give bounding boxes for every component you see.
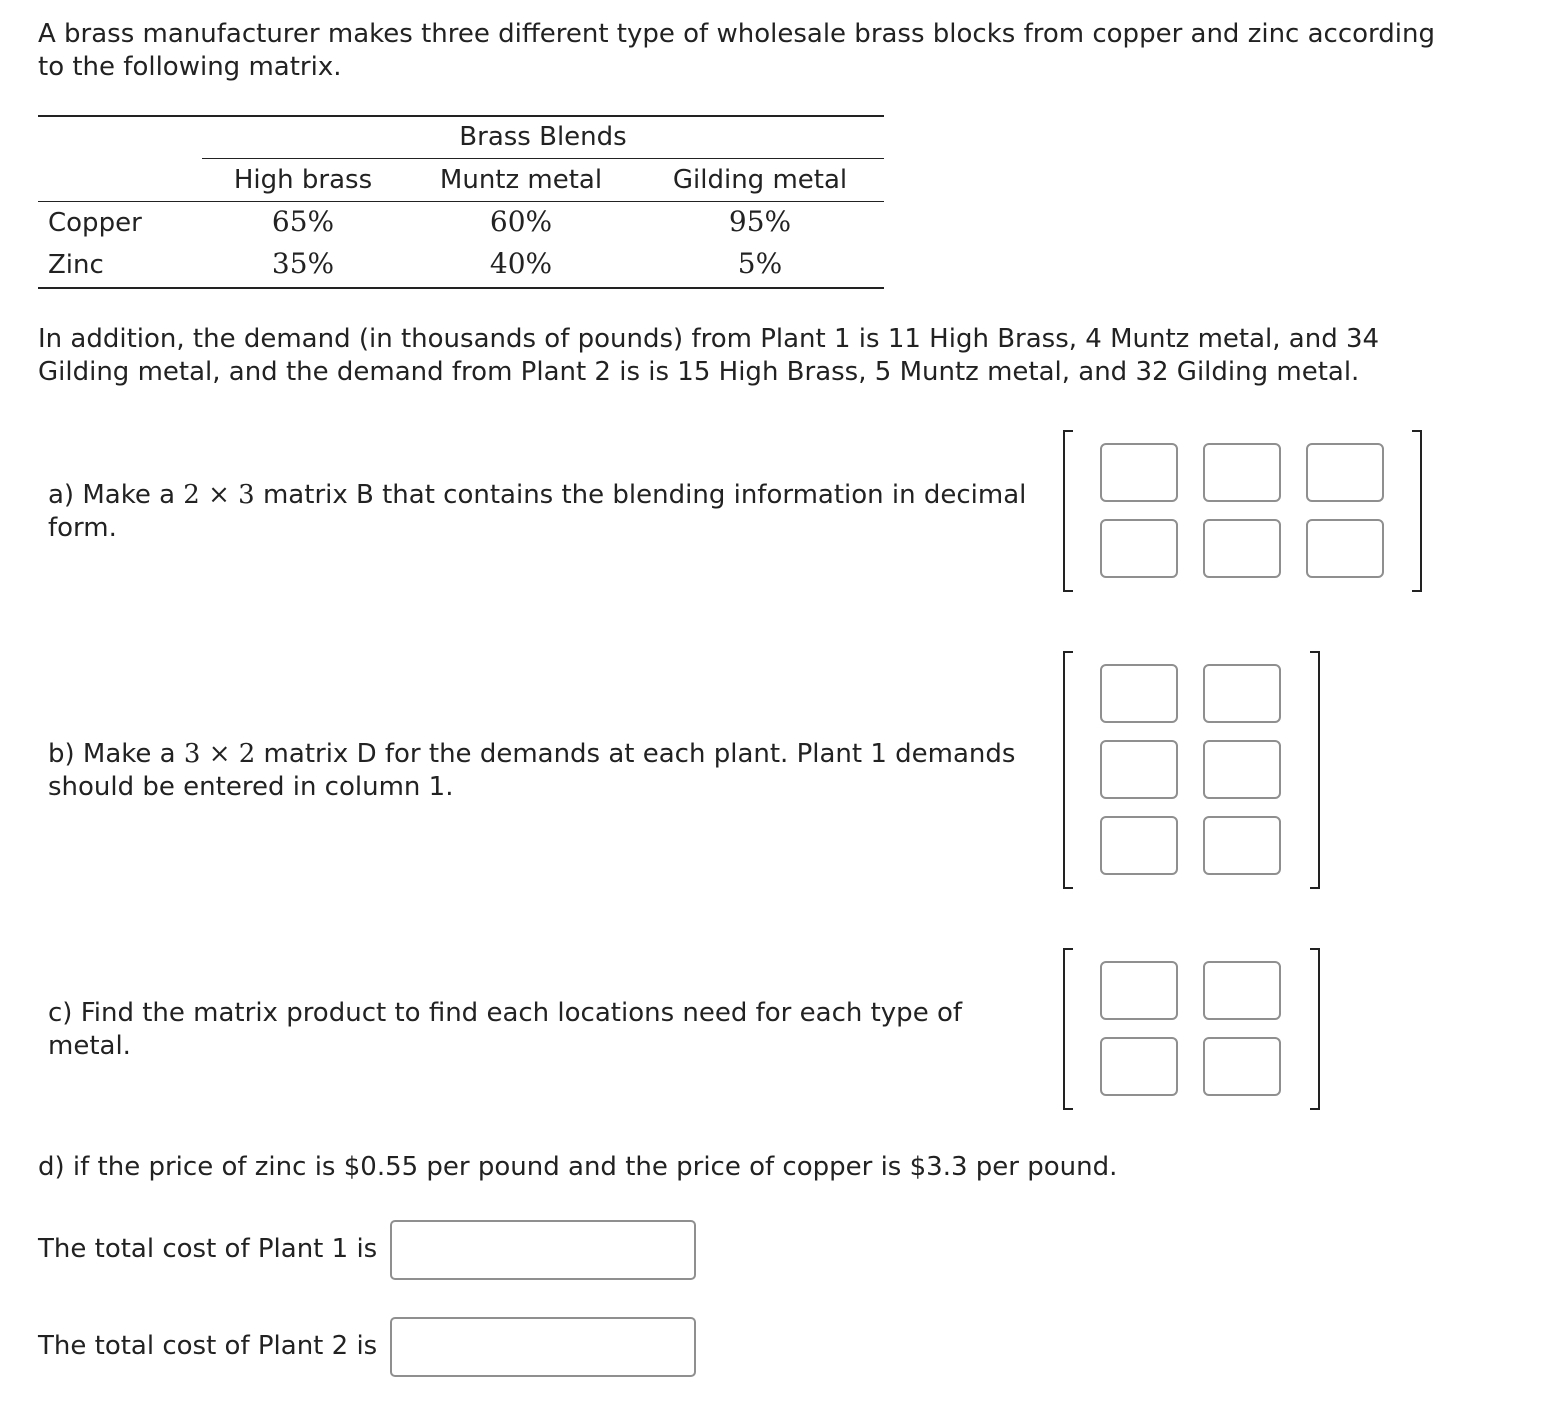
intro-line-2: to the following matrix.	[38, 52, 342, 82]
matrix-d-input-r1c2[interactable]	[1203, 664, 1281, 723]
table-group-rule	[202, 158, 884, 159]
table-top-rule	[38, 115, 884, 117]
matrix-product-right-bracket	[1310, 948, 1320, 1110]
part-d-question: d) if the price of zinc is $0.55 per pound and the price of copper is $3.3 per pound.	[38, 1152, 1118, 1182]
plant-1-cost-input[interactable]	[390, 1220, 696, 1280]
matrix-product-input-r2c1[interactable]	[1100, 1037, 1178, 1096]
matrix-product-left-bracket	[1063, 948, 1073, 1110]
matrix-product-input-r1c2[interactable]	[1203, 961, 1281, 1020]
cell-copper-muntz-metal: 60%	[489, 205, 553, 238]
matrix-d-input-r3c2[interactable]	[1203, 816, 1281, 875]
matrix-d-input-r1c1[interactable]	[1100, 664, 1178, 723]
plant-2-cost-input[interactable]	[390, 1317, 696, 1377]
cell-copper-high-brass: 65%	[271, 205, 335, 238]
part-a-question: a) Make a 2 × 3 matrix B that contains the blending information in decimal form.	[48, 480, 1027, 543]
table-header-rule	[38, 201, 884, 202]
intro-text	[38, 18, 1435, 84]
matrix-b-input-r1c2[interactable]	[1203, 443, 1281, 502]
demand-text	[38, 323, 1379, 389]
plant-1-cost-label: The total cost of Plant 1 is	[38, 1234, 378, 1264]
matrix-d-input-r2c2[interactable]	[1203, 740, 1281, 799]
matrix-d-input-r3c1[interactable]	[1100, 816, 1178, 875]
matrix-b-input-r1c3[interactable]	[1306, 443, 1384, 502]
column-header-muntz-metal: Muntz metal	[439, 165, 603, 195]
intro-line-1: A brass manufacturer makes three different type of wholesale brass blocks from copper and zinc according	[38, 19, 1435, 49]
demand-line-2: Gilding metal, and the demand from Plant 2 is is 15 High Brass, 5 Muntz metal, and 32 Gilding metal.	[38, 357, 1360, 387]
matrix-d-input-r2c1[interactable]	[1100, 740, 1178, 799]
matrix-b-input-r2c1[interactable]	[1100, 519, 1178, 578]
cell-zinc-muntz-metal: 40%	[489, 247, 553, 280]
matrix-b-input-r2c2[interactable]	[1203, 519, 1281, 578]
demand-line-1: In addition, the demand (in thousands of pounds) from Plant 1 is 11 High Brass, 4 Muntz metal, and 34	[38, 324, 1380, 354]
cell-zinc-high-brass: 35%	[271, 247, 335, 280]
plant-2-cost-label: The total cost of Plant 2 is	[38, 1331, 378, 1361]
matrix-b-left-bracket	[1063, 430, 1073, 592]
table-bottom-rule	[38, 287, 884, 289]
matrix-b-input-r1c1[interactable]	[1100, 443, 1178, 502]
row-label-zinc: Zinc	[48, 250, 104, 280]
row-label-copper: Copper	[48, 208, 142, 238]
table-group-header: Brass Blends	[459, 122, 627, 152]
matrix-b-input-r2c3[interactable]	[1306, 519, 1384, 578]
column-header-high-brass: High brass	[233, 165, 373, 195]
matrix-b-right-bracket	[1412, 430, 1422, 592]
matrix-product-input-r2c2[interactable]	[1203, 1037, 1281, 1096]
matrix-d-left-bracket	[1063, 651, 1073, 889]
cell-zinc-gilding-metal: 5%	[737, 247, 783, 280]
matrix-product-input-r1c1[interactable]	[1100, 961, 1178, 1020]
part-b-question: b) Make a 3 × 2 matrix D for the demands at each plant. Plant 1 demands should be entered in column 1.	[48, 739, 1016, 802]
matrix-d-right-bracket	[1310, 651, 1320, 889]
cell-copper-gilding-metal: 95%	[728, 205, 792, 238]
part-c-question: c) Find the matrix product to find each locations need for each type of metal.	[48, 998, 963, 1061]
column-header-gilding-metal: Gilding metal	[672, 165, 848, 195]
